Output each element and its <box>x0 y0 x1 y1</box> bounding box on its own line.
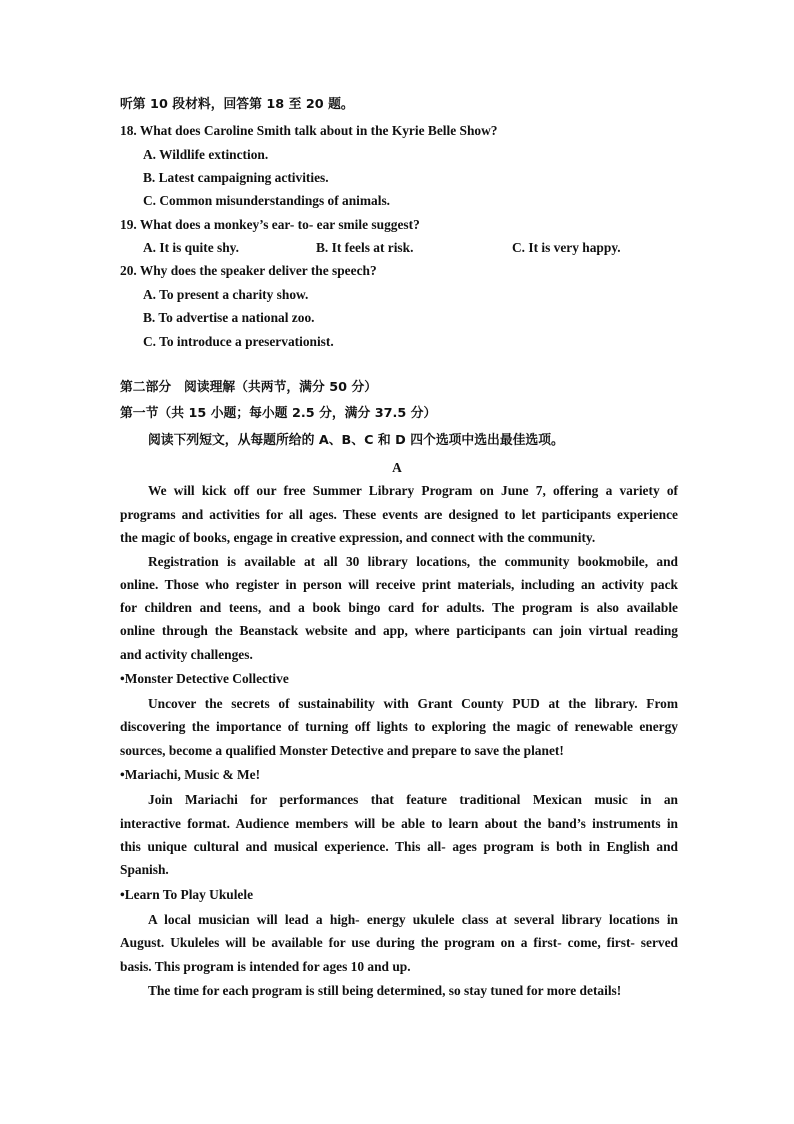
p2-line-3: for children and teens, and a book bingo card for adults. The program is also available <box>120 600 678 615</box>
question-20-option-a: A. To present a charity show. <box>143 287 309 302</box>
p1-line-2: programs and activities for all ages. These events are designed to let participants experience <box>120 507 678 522</box>
p3-line-1: Uncover the secrets of sustainability with Grant County PUD at the library. From <box>148 696 678 711</box>
program-heading-monster <box>120 670 678 688</box>
bullet-icon: • <box>120 767 125 782</box>
reading-section-title: 第一节（共 15 小题；每小题 2.5 分，满分 37.5 分） <box>120 406 437 421</box>
bullet-icon: • <box>120 671 125 686</box>
p3-line-3: sources, become a qualified Monster Detective and prepare to save the planet! <box>120 743 564 758</box>
p4-line-2: interactive format. Audience members will be able to learn about the band’s instruments in <box>120 816 678 831</box>
question-19-stem: 19. What does a monkey’s ear- to- ear smile suggest? <box>120 217 420 232</box>
question-19-option-c: C. It is very happy. <box>512 240 621 255</box>
p3-line-2: discovering the importance of turning off lights to exploring the magic of renewable energy <box>120 719 678 734</box>
question-20-stem: 20. Why does the speaker deliver the speech? <box>120 263 377 278</box>
program-heading-ukulele <box>120 886 678 904</box>
reading-part-title: 第二部分 阅读理解（共两节，满分 50 分） <box>120 380 378 395</box>
program-heading-monster-text: Monster Detective Collective <box>124 671 289 686</box>
p5-line-2: August. Ukuleles will be available for use during the program on a first- come, first- served <box>120 935 678 950</box>
question-19-option-a: A. It is quite shy. <box>143 240 239 255</box>
reading-instruction: 阅读下列短文，从每题所给的 A、B、C 和 D 四个选项中选出最佳选项。 <box>148 433 564 448</box>
p4-line-3: this unique cultural and musical experience. This all- ages program is both in English and <box>120 839 678 854</box>
program-heading-ukulele-text: Learn To Play Ukulele <box>124 887 254 902</box>
p1-line-3: the magic of books, engage in creative expression, and connect with the community. <box>120 530 596 545</box>
bullet-icon: • <box>120 887 125 902</box>
p5-line-3: basis. This program is intended for ages 10 and up. <box>120 959 411 974</box>
p2-line-2: online. Those who register in person will receive print materials, including an activity pack <box>120 577 678 592</box>
p2-line-4: online through the Beanstack website and app, where participants can join virtual reading <box>120 623 678 638</box>
question-18-option-b: B. Latest campaigning activities. <box>143 170 329 185</box>
p4-line-4: Spanish. <box>120 862 169 877</box>
p1-line-1: We will kick off our free Summer Library Program on June 7, offering a variety of <box>148 483 678 498</box>
question-18-option-c: C. Common misunderstandings of animals. <box>143 193 391 208</box>
program-heading-mariachi-text: Mariachi, Music & Me! <box>124 767 261 782</box>
passage-label: A <box>392 460 402 475</box>
question-18-stem: 18. What does Caroline Smith talk about in the Kyrie Belle Show? <box>120 123 498 138</box>
p2-line-1: Registration is available at all 30 library locations, the community bookmobile, and <box>148 554 678 569</box>
p2-line-5: and activity challenges. <box>120 647 253 662</box>
p6-line-1: The time for each program is still being determined, so stay tuned for more details! <box>148 983 622 998</box>
p4-line-1: Join Mariachi for performances that feature traditional Mexican music in an <box>148 792 678 807</box>
question-19-option-b: B. It feels at risk. <box>316 240 414 255</box>
question-18-option-a: A. Wildlife extinction. <box>143 147 269 162</box>
program-heading-mariachi <box>120 766 678 784</box>
question-20-option-c: C. To introduce a preservationist. <box>143 334 334 349</box>
p5-line-1: A local musician will lead a high- energy ukulele class at several library locations in <box>148 912 678 927</box>
question-20-option-b: B. To advertise a national zoo. <box>143 310 315 325</box>
listening-intro: 听第 10 段材料，回答第 18 至 20 题。 <box>120 97 354 112</box>
